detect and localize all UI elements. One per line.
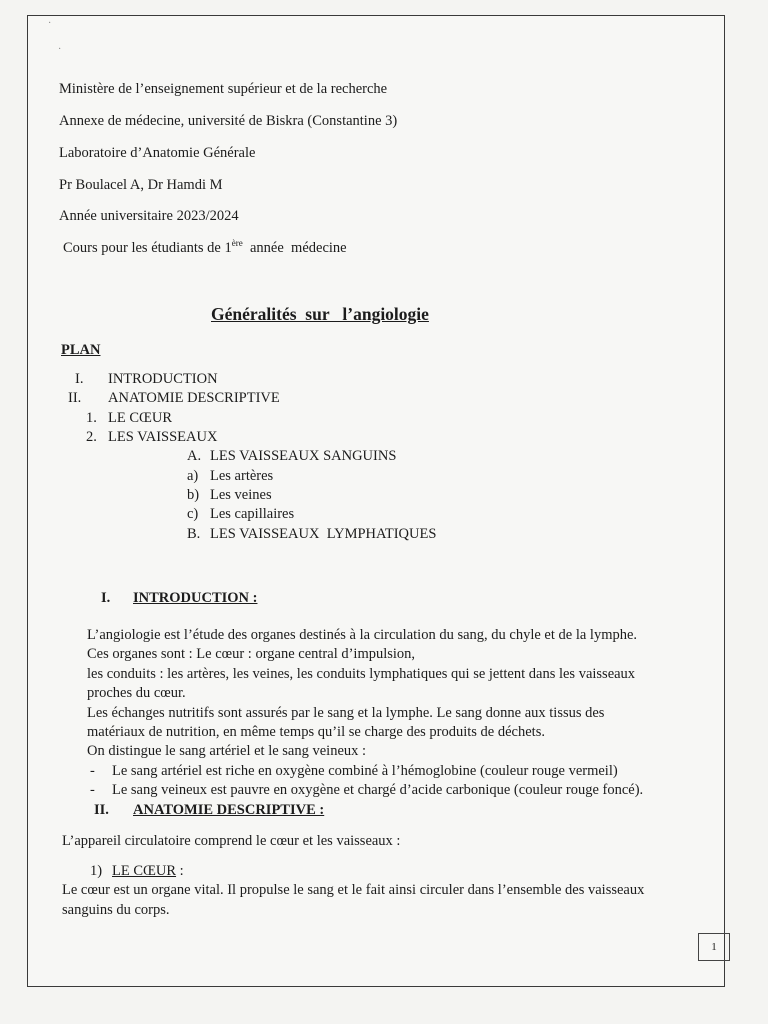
scan-artifact: · [58, 44, 62, 55]
audience-text: Cours pour les étudiants de 1 [63, 240, 232, 256]
plan-item-number: 1. [86, 410, 97, 426]
plan-item-number: A. [187, 448, 202, 464]
section-number: I. [101, 590, 111, 606]
intro-line: Les échanges nutritifs sont assurés par le sang et la lymphe. Le sang donne aux tissus des [87, 705, 605, 721]
plan-item-introduction: INTRODUCTION [108, 371, 218, 387]
plan-item-vaisseaux-sanguins: LES VAISSEAUX SANGUINS [210, 448, 397, 464]
plan-item-number: 2. [86, 429, 97, 445]
anatomie-intro: L’appareil circulatoire comprend le cœur et les vaisseaux : [62, 833, 401, 849]
section-heading-text: INTRODUCTION : [133, 590, 258, 606]
plan-heading: PLAN [61, 342, 101, 358]
plan-item-arteres: Les artères [210, 468, 274, 484]
bullet-dash: - [90, 763, 95, 779]
intro-line: matériaux de nutrition, en même temps qu’il se charge des produits de déchets. [87, 724, 545, 740]
subsection-heading-text: LE CŒUR [112, 863, 177, 879]
section-number: II. [94, 802, 109, 818]
plan-item-number: B. [187, 526, 201, 542]
plan-item-number: b) [187, 487, 200, 503]
plan-item-anatomie: ANATOMIE DESCRIPTIVE [108, 390, 280, 406]
section-heading-anatomie [133, 802, 324, 819]
intro-line: L’angiologie est l’étude des organes destinés à la circulation du sang, du chyle et de la lymphe. [87, 627, 638, 643]
intro-line: On distingue le sang artériel et le sang veineux : [87, 743, 367, 759]
section-heading-text: ANATOMIE DESCRIPTIVE : [133, 802, 325, 818]
plan-item-vaisseaux: LES VAISSEAUX [108, 429, 218, 445]
header-academic-year: Année universitaire 2023/2024 [59, 208, 239, 224]
plan-item-number: II. [68, 390, 82, 406]
intro-line: les conduits : les artères, les veines, les conduits lymphatiques qui se jettent dans les vaisseaux [87, 666, 636, 682]
audience-superscript: ère [231, 238, 243, 248]
header-ministry: Ministère de l’enseignement supérieur et de la recherche [59, 81, 388, 97]
plan-item-veines: Les veines [210, 487, 272, 503]
plan-item-number: c) [187, 506, 199, 522]
bullet-venous-blood: Le sang veineux est pauvre en oxygène et chargé d’acide carbonique (couleur rouge foncé). [112, 782, 644, 798]
coeur-text-line: Le cœur est un organe vital. Il propulse le sang et le fait ainsi circuler dans l’ensemble des vaisseaux [62, 882, 645, 898]
header-laboratory: Laboratoire d’Anatomie Générale [59, 145, 256, 161]
plan-item-number: I. [75, 371, 84, 387]
bullet-arterial-blood: Le sang artériel est riche en oxygène combiné à l’hémoglobine (couleur rouge vermeil) [112, 763, 618, 779]
header-audience [63, 240, 347, 257]
coeur-text-line: sanguins du corps. [62, 902, 170, 918]
subsection-number: 1) [90, 863, 103, 879]
header-authors: Pr Boulacel A, Dr Hamdi M [59, 177, 223, 193]
scan-artifact: · [48, 18, 52, 29]
document-title: Généralités sur l’angiologie [211, 304, 429, 324]
subsection-colon: : [176, 863, 184, 879]
subsection-heading-coeur [112, 862, 184, 882]
header-annexe: Annexe de médecine, université de Biskra (Constantine 3) [59, 113, 398, 129]
plan-item-number: a) [187, 468, 199, 484]
audience-text-end: année médecine [242, 240, 347, 256]
plan-item-coeur: LE CŒUR [108, 410, 173, 426]
plan-item-vaisseaux-lymphatiques: LES VAISSEAUX LYMPHATIQUES [210, 526, 437, 542]
plan-item-capillaires: Les capillaires [210, 506, 295, 522]
page-number: 1 [698, 933, 730, 961]
section-heading-introduction [133, 590, 257, 607]
intro-line: proches du cœur. [87, 685, 186, 701]
bullet-dash: - [90, 782, 95, 798]
intro-line: Ces organes sont : Le cœur : organe central d’impulsion, [87, 646, 416, 662]
